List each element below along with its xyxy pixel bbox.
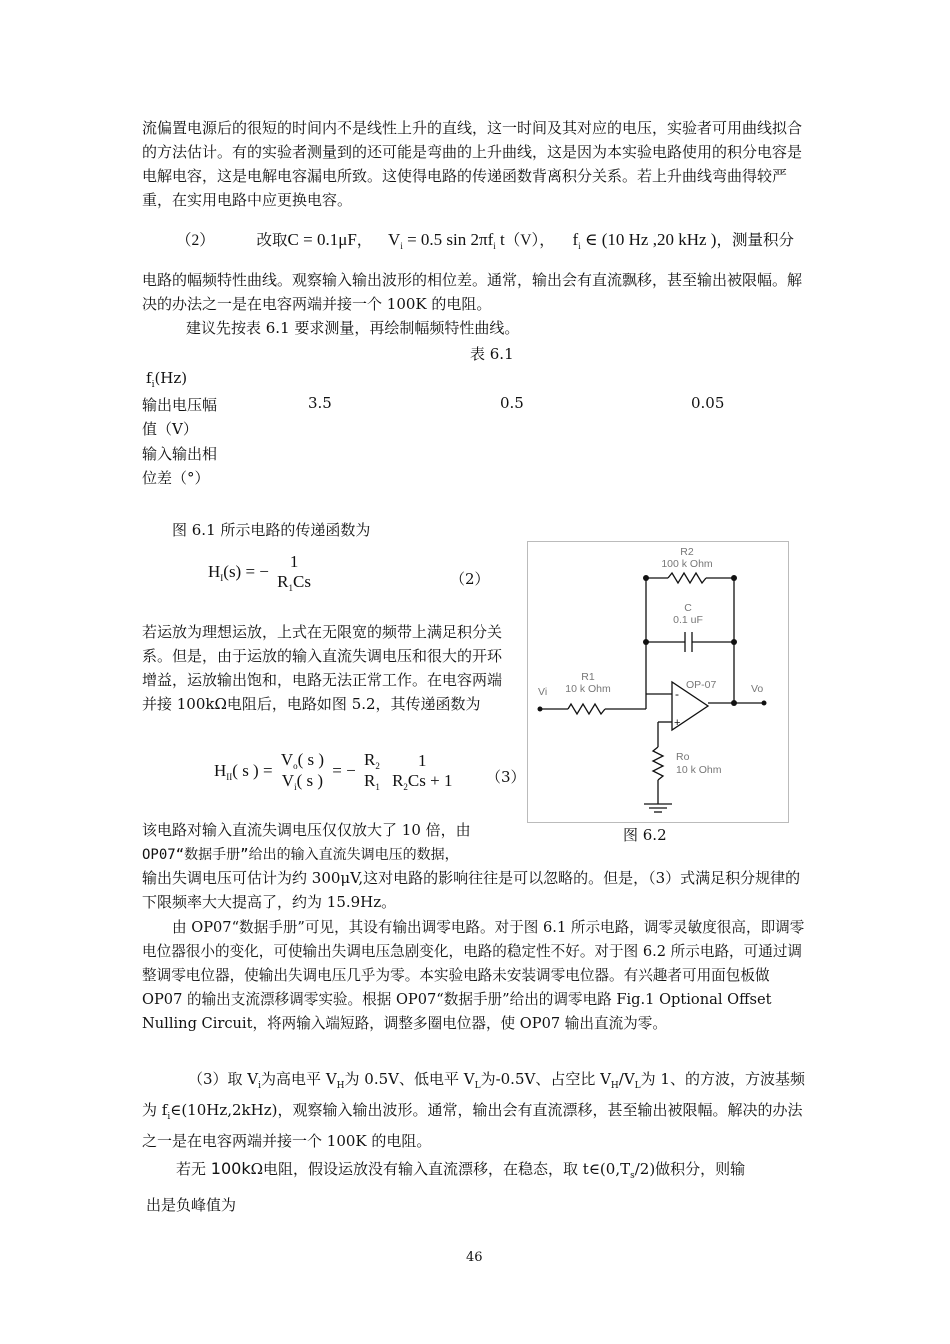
node-c-right: [731, 639, 737, 645]
node-vi: [538, 707, 543, 712]
eq3-d3-subscript: 2: [403, 781, 408, 792]
eq3-n1-rest: ( s ): [297, 750, 325, 769]
eq2-numerator: 1: [289, 552, 299, 571]
item3-e-sub: L: [634, 1081, 641, 1091]
t-symbol: t: [495, 230, 505, 249]
f-subscript: i: [493, 241, 496, 251]
label-r2-value: 100 k Ohm: [661, 558, 713, 570]
eq3-lhs: H: [214, 760, 227, 780]
equation-3: [214, 750, 456, 792]
vi-symbol: V: [388, 230, 401, 249]
label-vi: Vi: [538, 686, 548, 698]
volt-unit: （V），: [504, 232, 555, 249]
item-2-number: （2）: [176, 232, 215, 249]
table-row-phase-label-2: 位差（°）: [142, 469, 210, 487]
item-2-lead: 改取: [256, 232, 288, 249]
page-number: 46: [466, 1250, 483, 1265]
paragraph-op07-nulling: 由 OP07“数据手册”可见，其设有输出调零电路。对于图 6.1 所示电路，调零灵敏度很高，即调零电位器很小的变化，可使输出失调电压急剧变化，电路的稳定性不好。对于图 6.2 所示电路，可通过调整调零电位器，使输出失调电压几乎为零。本实验电路未安装调零电位器。有兴趣者可用面包板做 OP07 的输出支流漂移调零实验。根据 OP07“数据手册”给出的调零电路 Fig.1 Optional Offset Nulling Circuit，将两输入端短路，调整多圈电位器，使 OP07 输出直流为零。: [142, 919, 805, 1032]
eq3-n1: V: [280, 750, 294, 769]
item3-b-sub: H: [336, 1081, 345, 1091]
eq2-den-r: R: [277, 572, 289, 591]
eq3-d1-rest: ( s ): [296, 771, 324, 790]
table-row-phase-label-1: 输入输出相: [142, 445, 218, 463]
item3-d: 为-0.5V、占空比 V: [480, 1070, 611, 1088]
item3-b: 为高电平 V: [261, 1070, 337, 1088]
eq3-lhs-subscript: II: [226, 771, 233, 782]
equation-3-tag: （3）: [486, 768, 526, 786]
equation-2: [208, 552, 315, 593]
resistor-r1: [568, 704, 605, 714]
paragraph-last-line-2: 出是负峰值为: [146, 1196, 237, 1214]
eq2-lhs-rest: (s) = −: [223, 562, 269, 581]
item-2-tail: ，测量积分: [716, 232, 794, 249]
paragraph-last-line-1: [176, 1157, 745, 1188]
eq3-n2: R: [363, 750, 376, 769]
item3-e: /V: [618, 1070, 635, 1088]
p-last-resistance: 100k: [210, 1159, 251, 1178]
table-header-fi: [146, 369, 187, 390]
table-cell-value: 0.5: [500, 394, 524, 412]
paragraph-item-3: [142, 1067, 810, 1153]
f-subscript-2: i: [578, 241, 581, 251]
item3-a: （3）取 V: [188, 1070, 259, 1088]
eq3-lhs-rest: ( s ) =: [232, 760, 273, 780]
paragraph-ideal-opamp: 若运放为理想运放，上式在无限宽的频带上满足积分关系。但是，由于运放的输入直流失调电压和很大的开环增益，运放输出饱和，电路无法正常工作。在电容两端并接 100kΩ电阻后，电路如图 5.2，其传递函数为: [142, 623, 503, 713]
eq3-d2: R: [363, 771, 376, 790]
item3-f-sub: i: [167, 1112, 171, 1122]
separator: ，: [356, 232, 373, 249]
label-opamp: OP-07: [686, 679, 717, 691]
table-cell-value: 0.05: [691, 394, 725, 412]
table-cell-value: 3.5: [308, 394, 332, 412]
f-symbol: f: [572, 230, 579, 249]
node-r2-left: [643, 575, 649, 581]
item-2-line: [176, 228, 794, 251]
node-r2-right: [731, 575, 737, 581]
fi-subscript: i: [151, 380, 155, 390]
p-last-c-sub: s: [630, 1171, 635, 1181]
label-ro-name: Ro: [676, 751, 690, 763]
vi-subscript: i: [400, 241, 403, 251]
vi-expression: = 0.5 sin 2πf: [402, 230, 494, 249]
table-row-amplitude-label-1: 输出电压幅: [142, 396, 218, 414]
p-last-c: Ω电阻，假设运放没有输入直流漂移，在稳态，取 t∈(0,T: [250, 1160, 631, 1178]
eq3-d3-r: R: [392, 770, 404, 790]
table-caption: 表 6.1: [470, 345, 514, 363]
circuit-diagram: [528, 542, 788, 822]
eq3-fraction-1: [277, 750, 328, 792]
node-vo: [762, 701, 767, 706]
p-last-d: /2)做积分，则输: [634, 1160, 746, 1178]
eq3-d2-subscript: 1: [375, 782, 380, 792]
eq2-lhs: H: [208, 562, 221, 581]
eq2-den-subscript: 1: [288, 583, 293, 593]
paragraph-offset-continued: 输出失调电压可估计为约 300μV,这对电路的影响往往是可以忽略的。但是，（3）式满足积分规律的下限频率大大提高了，约为 15.9Hz。: [142, 869, 801, 911]
label-r1-name: R1: [581, 671, 595, 683]
node-c-left: [643, 639, 649, 645]
label-plus: +: [674, 717, 681, 729]
label-ro-value: 10 k Ohm: [676, 764, 722, 776]
label-r1-value: 10 k Ohm: [565, 683, 611, 695]
figure-intro: 图 6.1 所示电路的传递函数为: [172, 521, 371, 539]
eq3-d1-subscript: i: [294, 782, 297, 792]
item3-c: 为 0.5V、低电平 V: [344, 1070, 475, 1088]
paragraph-suggest: 建议先按表 6.1 要求测量，再绘制幅频特性曲线。: [186, 319, 520, 337]
label-vo: Vo: [751, 683, 764, 695]
label-c-name: C: [684, 602, 692, 614]
item3-a-sub: i: [258, 1081, 262, 1091]
eq3-d1: V: [281, 771, 295, 790]
item3-f: 为 1、的方波，方波基频为 f: [142, 1070, 805, 1119]
paragraph-leakage: 流偏置电源后的很短的时间内不是线性上升的直线，这一时间及其对应的电压，实验者可用曲线拟合的方法估计。有的实验者测量到的还可能是弯曲的上升曲线，这是因为本实验电路使用的积分电容是电解电容，这是电解电容漏电所致。这使得电路的传递函数背离积分关系。若上升曲线弯曲得较严重，在实用电路中应更换电容。: [142, 119, 803, 209]
paragraph-item-2-continued: 电路的幅频特性曲线。观察输入输出波形的相位差。通常，输出会有直流飘移，甚至输出被限幅。解决的办法之一是在电容两端并接一个 100K 的电阻。: [142, 271, 803, 313]
paragraph-offset-line-1: 该电路对输入直流失调电压仅仅放大了 10 倍，由: [142, 821, 471, 839]
eq3-d3-rest: Cs + 1: [407, 770, 453, 790]
figure-caption: 图 6.2: [623, 826, 667, 844]
eq3-n2-subscript: 2: [375, 761, 380, 771]
figure-6-2: [527, 541, 789, 823]
equation-2-tag: （2）: [450, 570, 490, 588]
label-minus: -: [675, 687, 679, 701]
resistor-ro: [653, 747, 663, 780]
table-row-amplitude-label-2: 值（V）: [142, 420, 198, 438]
item3-c-sub: L: [474, 1081, 481, 1091]
paragraph-offset-line-2: OP07“数据手册”给出的输入直流失调电压的数据，: [142, 847, 459, 863]
node-output: [731, 700, 737, 706]
fi-unit: (Hz): [154, 369, 188, 387]
eq2-fraction: [273, 552, 315, 593]
eq2-lhs-subscript: I: [220, 573, 224, 583]
fi-label: f: [146, 369, 152, 387]
eq2-den-rest: Cs: [293, 572, 311, 591]
eq3-fraction-2: [360, 750, 384, 792]
p-last-a: 若无: [176, 1160, 211, 1178]
resistor-r2: [668, 573, 706, 583]
eq3-fraction-3: [388, 751, 456, 792]
item3-d-sub: H: [610, 1081, 619, 1091]
frequency-range: ∈ (10 Hz ,20 kHz ): [580, 230, 717, 249]
eq3-mid: = −: [332, 761, 356, 780]
capacitance-value: C = 0.1μF: [287, 230, 357, 249]
label-r2-name: R2: [680, 546, 694, 558]
eq3-n1-subscript: o: [293, 761, 298, 771]
item3-g: ∈(10Hz,2kHz)，观察输入输出波形。通常，输出会有直流漂移，甚至输出被限幅。解决的办法之一是在电容两端并接一个 100K 的电阻。: [142, 1101, 803, 1150]
label-c-value: 0.1 uF: [673, 614, 703, 626]
eq3-n3: 1: [418, 750, 427, 770]
